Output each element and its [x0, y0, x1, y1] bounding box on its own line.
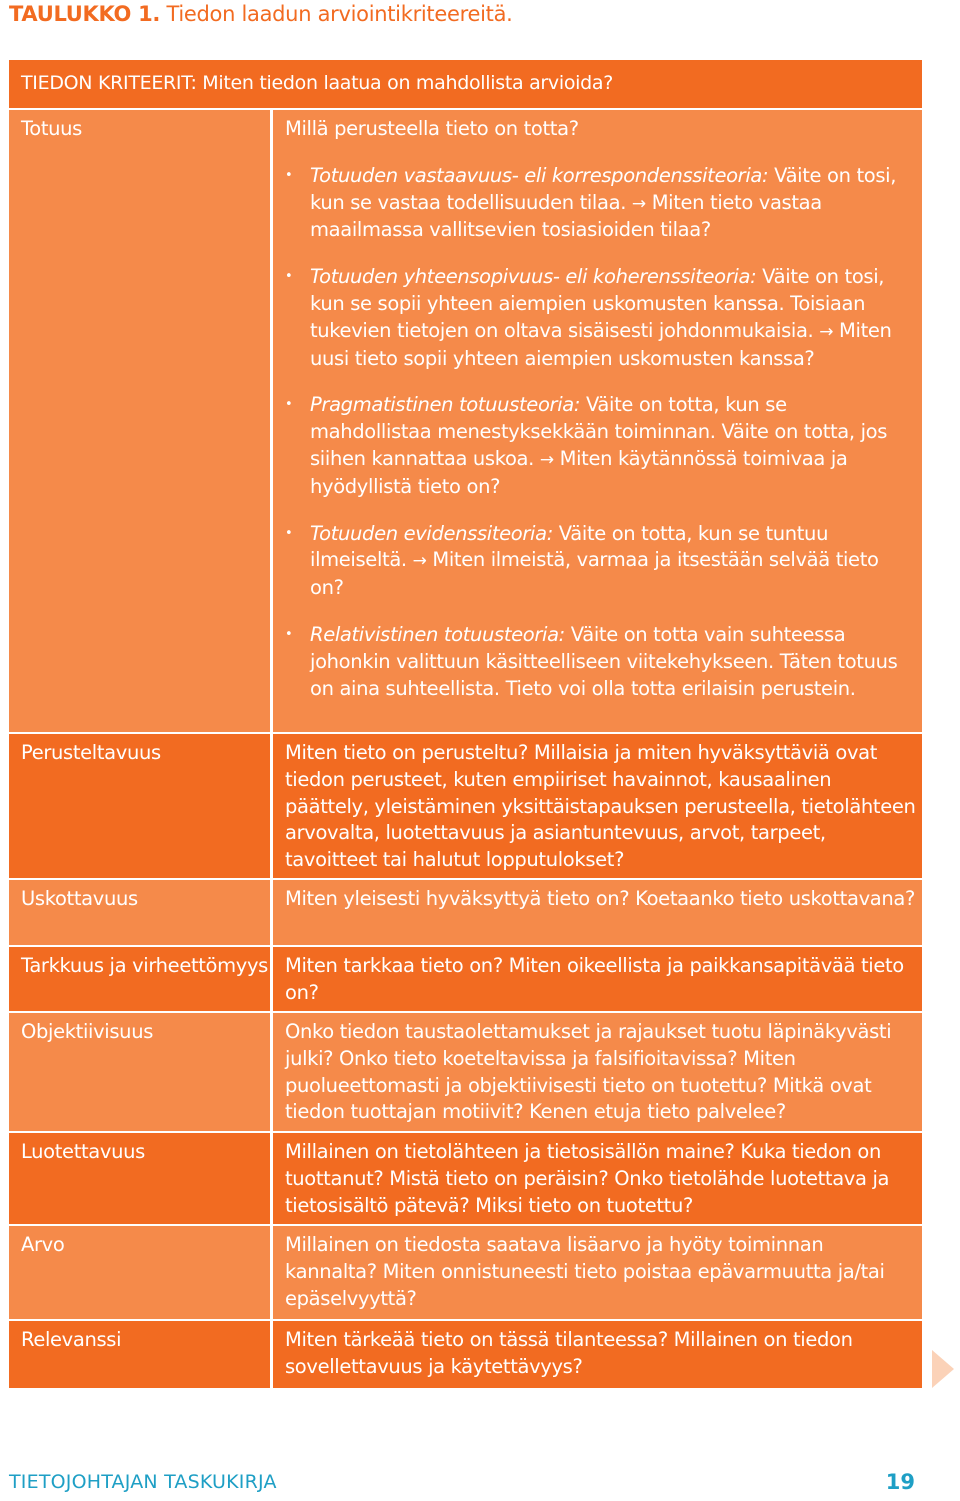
- description-arvo: Millainen on tiedosta saatava lisäarvo ja hyöty toiminnan kannalta? Miten onnistuneesti tieto poistaa epävarmuutta ja/tai epäselvyyttä?: [273, 1226, 922, 1319]
- bullet-icon: •: [285, 269, 293, 285]
- criterion-relevanssi: Relevanssi: [9, 1321, 270, 1388]
- criterion-totuus: Totuus: [9, 110, 270, 732]
- arrow-right-icon: →: [539, 449, 554, 470]
- theory-question: Miten tieto vastaa maailmassa vallitsevien tosiasioiden tilaa?: [310, 190, 822, 242]
- page-number: 19: [885, 1470, 915, 1494]
- arrow-right-icon: →: [631, 193, 646, 214]
- bullet-icon: •: [285, 397, 293, 413]
- criterion-luotettavuus: Luotettavuus: [9, 1133, 270, 1224]
- description-uskottavuus: Miten yleisesti hyväksyttyä tieto on? Koetaanko tieto uskottavana?: [273, 880, 922, 945]
- criteria-table: [9, 60, 922, 1386]
- criterion-tarkkuus: Tarkkuus ja virheettömyys: [9, 947, 270, 1011]
- theory-question: Miten käytännössä toimivaa ja hyödyllistä tieto on?: [310, 446, 848, 498]
- theory-name: Relativistinen totuusteoria:: [310, 622, 565, 646]
- bullet-icon: •: [285, 167, 293, 183]
- theory-question: Miten uusi tieto sopii yhteen aiempien uskomusten kanssa?: [310, 318, 892, 370]
- caption-label: TAULUKKO 1.: [9, 2, 161, 26]
- bullet-icon: •: [285, 525, 293, 541]
- criterion-objektiivisuus: Objektiivisuus: [9, 1013, 270, 1131]
- description-perusteltavuus: Miten tieto on perusteltu? Millaisia ja miten hyväksyttäviä ovat tiedon perusteet, kuten empiiriset havainnot, kausaalinen päättely, yleistäminen yksittäistapauksen perusteella, tietolähteen arvovalta, luotettavuus ja asiantuntevuus, arvot, tarpeet, tavoitteet tai halutut lopputulokset?: [273, 734, 922, 878]
- theory-name: Totuuden yhteensopivuus- eli koherenssiteoria:: [310, 265, 757, 289]
- theory-item-correspondence: [285, 163, 916, 244]
- bullet-icon: •: [285, 626, 293, 642]
- theory-name: Totuuden vastaavuus- eli korrespondenssiteoria:: [310, 163, 769, 187]
- theory-text: Väite on tosi, kun se sopii yhteen aiempien uskomusten kanssa. Toisiaan tukevien tietojen on oltava sisäisesti johdonmukaisia.: [310, 265, 885, 342]
- theory-item-relativist: [285, 622, 916, 702]
- description-luotettavuus: Millainen on tietolähteen ja tietosisällön maine? Kuka tiedon on tuottanut? Mistä tieto on peräisin? Onko tietolähde luotettava ja tietosisältö pätevä? Miksi tieto on tuotettu?: [273, 1133, 922, 1224]
- description-totuus: [273, 110, 922, 732]
- theory-item-evidence: [285, 521, 916, 602]
- theory-question: Miten ilmeistä, varmaa ja itsestään selvää tieto on?: [310, 548, 879, 600]
- criterion-uskottavuus: Uskottavuus: [9, 880, 270, 945]
- theory-name: Pragmatistinen totuusteoria:: [310, 393, 581, 417]
- theory-text: Väite on tosi, kun se vastaa todellisuuden tilaa.: [310, 163, 897, 214]
- table-caption: [9, 2, 513, 26]
- theory-list: [285, 163, 916, 703]
- caption-title: Tiedon laadun arviointikriteereitä.: [166, 2, 513, 26]
- description-tarkkuus: Miten tarkkaa tieto on? Miten oikeellista ja paikkansapitävää tieto on?: [273, 947, 922, 1011]
- theory-text: Väite on totta vain suhteessa johonkin valittuun käsitteelliseen viitekehykseen. Täten totuus on aina suhteellista. Tieto voi olla totta erilaisin perustein.: [310, 622, 898, 700]
- right-triangle-icon: [928, 1348, 956, 1390]
- description-objektiivisuus: Onko tiedon taustaolettamukset ja rajaukset tuotu läpinäkyvästi julki? Onko tieto koeteltavissa ja falsifioitavissa? Miten puolueettomasti ja objektiivisesti tieto on tuotettu? Mitkä ovat tiedon tuottajan motiivit? Kenen etuja tieto palvelee?: [273, 1013, 922, 1131]
- totuus-question: Millä perusteella tieto on totta?: [285, 117, 579, 140]
- theory-item-pragmatist: [285, 392, 916, 500]
- theory-text: Väite on totta, kun se mahdollistaa menestyksekkään toiminnan. Väite on totta, jos siihen kannattaa uskoa.: [310, 393, 888, 470]
- arrow-right-icon: →: [412, 551, 427, 572]
- arrow-right-icon: →: [819, 321, 834, 342]
- criterion-arvo: Arvo: [9, 1226, 270, 1319]
- table-header: TIEDON KRITEERIT: Miten tiedon laatua on mahdollista arvioida?: [9, 60, 922, 108]
- book-title: TIETOJOHTAJAN TASKUKIRJA: [9, 1471, 277, 1493]
- theory-item-coherence: [285, 264, 916, 372]
- theory-text: Väite on totta, kun se tuntuu ilmeiseltä.: [310, 521, 829, 572]
- description-relevanssi: Miten tärkeää tieto on tässä tilanteessa? Millainen on tiedon sovellettavuus ja käytettävyys?: [273, 1321, 922, 1388]
- criterion-perusteltavuus: Perusteltavuus: [9, 734, 270, 878]
- theory-name: Totuuden evidenssiteoria:: [310, 521, 553, 545]
